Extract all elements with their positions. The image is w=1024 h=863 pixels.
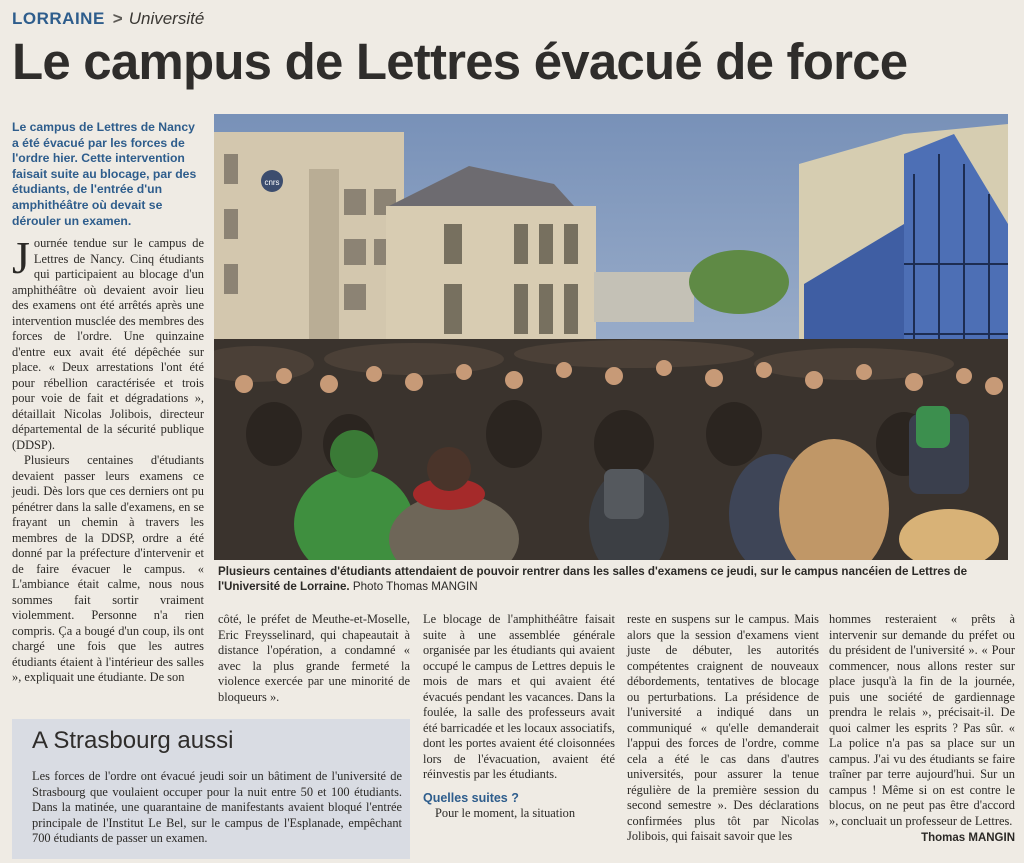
- lede: Le campus de Lettres de Nancy a été évacué par les forces de l'ordre hier. Cette intervention faisait suite au blocage, par des étudiants, de l'entrée d'un amphithéâtre où devait se dérouler un examen.: [12, 120, 197, 228]
- article-column-4: [627, 612, 819, 845]
- paragraph-2: Plusieurs centaines d'étudiants devaient passer leurs examens ce jeudi. Dès lors que ces derniers ont pu pénétrer dans la salle d'examens, en se frayant un chemin à travers les membres de la DDSP, ordre a été donné par la préfecture d'intervenir et de faire évacuer le campus. « L'ambiance était calme, nous nous sommes fait sortir vraiment violemment. Personne n'a rien compris. Ça a bougé d'un coup, ils ont chargé une fois que les autres étudiants étaient à l'intérieur des salles », expliquait une étudiante. De son: [12, 453, 204, 684]
- photo-caption: [218, 564, 1010, 594]
- headline: Le campus de Lettres évacué de force: [12, 33, 908, 90]
- article-column-5: [829, 612, 1015, 847]
- rubric-separator: >: [112, 9, 123, 28]
- column-3-text: Le blocage de l'amphithéâtre faisait suite à une assemblée générale organisée par les étudiants qui avaient occupé le campus de Lettres depuis le mois de mars et qui avaient été évacués pendant les vacances. Dans la foulée, la salle des professeurs avait été barricadée et les locaux associatifs, dont les portes avaient été cloisonnées lors de l'évacuation, avaient été réinvestis par les étudiants.: [423, 612, 615, 781]
- column-5-text: hommes resteraient « prêts à intervenir sur demande du préfet ou du président de l'université ». « Pour commencer, nous allons rester sur place jusqu'à la fin de la journée, puis une société de gardiennage prendra le relais », précisait-il. De quoi calmer les esprits ? Pas sûr. « La police n'a pas sa place sur un campus. J'ai vu des étudiants se faire traîner par terre aujourd'hui. Sur un campus ! Même si on est contre le blocus, on ne peut pas être d'accord », concluait un professeur de Lettres.: [829, 612, 1015, 828]
- photo-credit: Photo Thomas MANGIN: [352, 580, 478, 593]
- caption-text: Plusieurs centaines d'étudiants attendaient de pouvoir rentrer dans les salles d'examens ce jeudi, sur le campus nancéien de Lettres de l'Université de Lorraine.: [218, 565, 968, 593]
- article-column-2: [218, 612, 410, 705]
- column-2-text: côté, le préfet de Meuthe-et-Moselle, Eric Freysselinard, qui chapeautait à distance l'opération, a condamné « avec la plus grande fermeté la violence exercée par une minorité de bloqueurs ».: [218, 612, 410, 704]
- news-photo: [214, 114, 1008, 560]
- rubric-section: Université: [128, 9, 205, 28]
- box-title: A Strasbourg aussi: [32, 727, 234, 754]
- section-rubric: [12, 9, 204, 29]
- paragraph-1-text: ournée tendue sur le campus de Lettres de Nancy. Cinq étudiants qui participaient au blocage d'un amphithéâtre où devaient avoir lieu des examens ont été arrêtés après une intervention musclée des membres des forces de l'ordre. Une quinzaine d'entre eux avait été dépêchée sur place. « Deux arrestations l'ont été pour rébellion caractérisée et trois pour voie de fait et dégradations », détaillait Nicolas Jolibois, directeur départemental de la sécurité publique (DDSP).: [12, 236, 204, 452]
- article-column-1: [12, 232, 204, 686]
- box-text: Les forces de l'ordre ont évacué jeudi soir un bâtiment de l'université de Strasbourg que voulaient occuper pour la nuit entre 50 et 100 étudiants. Dans la matinée, une quarantaine de manifestants avaient bloqué l'entrée principale de l'Institut Le Bel, sur le campus de l'Esplanade, empêchant 700 étudiants de passer un examen.: [32, 769, 402, 845]
- paragraph-1: [12, 232, 204, 453]
- cnrs-sign: cnrs: [264, 178, 280, 187]
- column-3-end-text: Pour le moment, la situation: [435, 806, 576, 820]
- column-4-text: reste en suspens sur le campus. Mais alors que la session d'examens vient juste de débuter, les autorités compétentes craignent de nouveaux débordements, tentatives de blocage ou perturbations. La présidence de l'université a indiqué dans un communiqué « qu'elle demanderait l'appui des forces de l'ordre, comme cela a été le cas dans d'autres universités, pour assurer la tenue régulière de la première session du second semestre ». Des déclarations confirmées plus tôt par Nicolas Jolibois, qui faisait savoir que les: [627, 612, 819, 843]
- byline: Thomas MANGIN: [921, 832, 1015, 844]
- sidebar-box: [12, 719, 410, 859]
- rubric-region: LORRAINE: [12, 9, 105, 28]
- campus-crowd-photo: [214, 114, 1008, 560]
- article-column-3: [423, 612, 615, 822]
- drop-cap: J: [12, 232, 30, 283]
- subheading: Quelles suites ?: [423, 790, 519, 805]
